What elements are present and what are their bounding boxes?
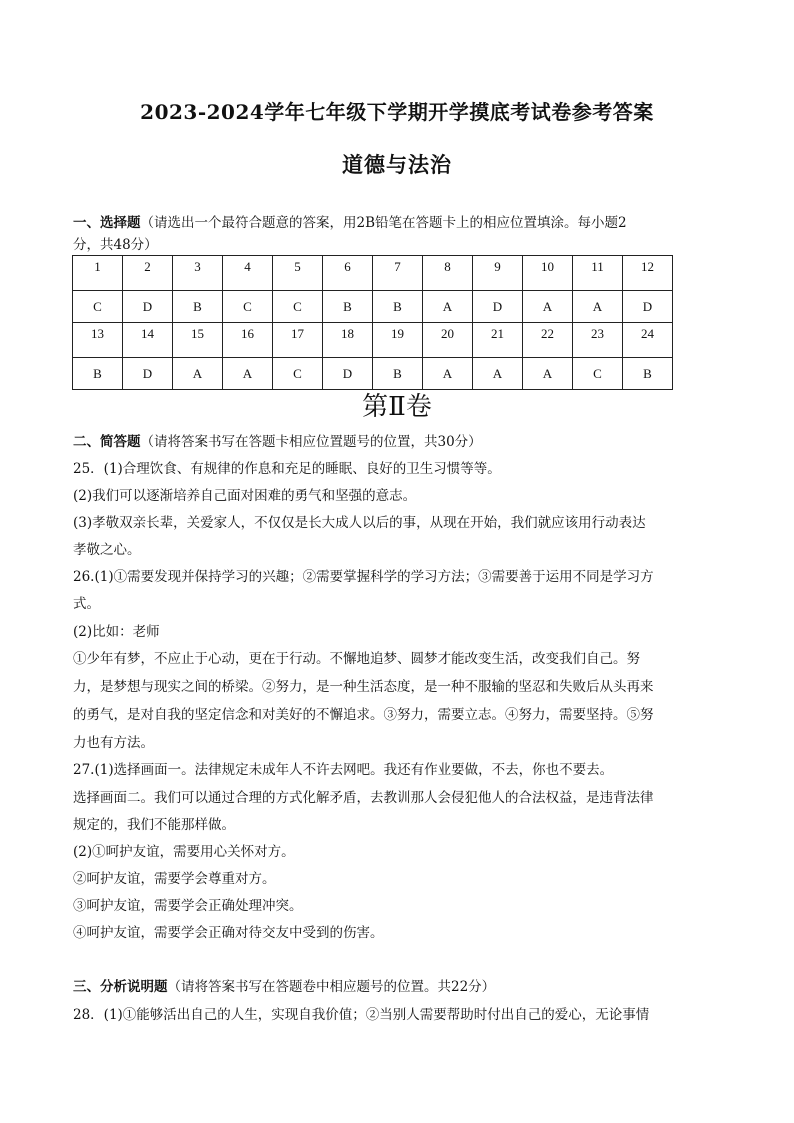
section1-desc: （请选出一个最符合题意的答案，用2B铅笔在答题卡上的相应位置填涂。每小题2	[140, 215, 627, 231]
answer-cell: A	[423, 291, 473, 323]
question-number-row	[73, 323, 673, 358]
answer-cell: A	[573, 291, 623, 323]
answer-cell: B	[73, 358, 123, 390]
question-number-row	[73, 256, 673, 291]
answer-line: (2)比如：老师	[73, 624, 160, 640]
answer-line: 27.(1)选择画面一。法律规定未成年人不许去网吧。我还有作业要做，不去，你也不要去。	[73, 762, 614, 778]
answer-line: 力，是梦想与现实之间的桥梁。②努力，是一种生活态度，是一种不服输的坚忍和失败后从头再来	[73, 679, 654, 695]
answer-line: 的勇气，是对自我的坚定信念和对美好的不懈追求。③努力，需要立志。④努力，需要坚持。⑤努	[73, 707, 654, 723]
answer-cell: C	[273, 291, 323, 323]
question-number-cell: 6	[323, 256, 373, 291]
section1-heading	[73, 214, 733, 232]
answer-line: (2)我们可以逐渐培养自己面对困难的勇气和坚强的意志。	[73, 488, 417, 504]
answer-cell: B	[173, 291, 223, 323]
answer-cell: D	[323, 358, 373, 390]
question-number-cell: 22	[523, 323, 573, 358]
answer-cell: A	[523, 291, 573, 323]
question-number-cell: 12	[623, 256, 673, 291]
answer-line: (2)①呵护友谊，需要用心关怀对方。	[73, 844, 295, 860]
question-number-cell: 15	[173, 323, 223, 358]
answer-line: ①少年有梦，不应止于心动，更在于行动。不懈地追梦、圆梦才能改变生活，改变我们自己。努	[73, 651, 640, 667]
question-number-cell: 3	[173, 256, 223, 291]
answer-line: 规定的，我们不能那样做。	[73, 817, 235, 833]
answer-cell: C	[223, 291, 273, 323]
question-number-cell: 2	[123, 256, 173, 291]
answer-cell: B	[373, 358, 423, 390]
answer-line: ④呵护友谊，需要学会正确对待交友中受到的伤害。	[73, 925, 384, 941]
question-number-cell: 9	[473, 256, 523, 291]
answer-cell: C	[73, 291, 123, 323]
section3-desc: （请将答案书写在答题卷中相应题号的位置。共22分）	[167, 979, 496, 995]
answer-cell: A	[523, 358, 573, 390]
answer-cell: C	[273, 358, 323, 390]
answer-line: 28．(1)①能够活出自己的人生，实现自我价值；②当别人需要帮助时付出自己的爱心，无论事情	[73, 1007, 650, 1023]
answer-cell: D	[123, 358, 173, 390]
answer-cell: B	[323, 291, 373, 323]
answer-row	[73, 291, 673, 323]
section2-title: 二、简答题	[73, 434, 141, 450]
volume-title: 第Ⅱ卷	[362, 392, 432, 422]
question-number-cell: 7	[373, 256, 423, 291]
answer-line: 力也有方法。	[73, 735, 154, 751]
answer-cell: B	[373, 291, 423, 323]
answer-cell: D	[473, 291, 523, 323]
answer-cell: B	[623, 358, 673, 390]
answer-line: (3)孝敬双亲长辈，关爱家人，不仅仅是长大成人以后的事，从现在开始，我们就应该用行动表达	[73, 515, 646, 531]
section3-title: 三、分析说明题	[73, 979, 168, 995]
subject-title: 道德与法治	[342, 152, 452, 177]
answer-line: 式。	[73, 596, 100, 612]
question-number-cell: 11	[573, 256, 623, 291]
question-number-cell: 5	[273, 256, 323, 291]
section3-heading	[73, 978, 733, 996]
question-number-cell: 17	[273, 323, 323, 358]
answer-line: ③呵护友谊，需要学会正确处理冲突。	[73, 898, 303, 914]
question-number-cell: 19	[373, 323, 423, 358]
answer-cell: A	[173, 358, 223, 390]
question-number-cell: 20	[423, 323, 473, 358]
answer-cell: D	[623, 291, 673, 323]
question-number-cell: 8	[423, 256, 473, 291]
answer-cell: C	[573, 358, 623, 390]
section1-desc-cont: 分，共48分）	[73, 237, 158, 253]
answer-table	[72, 255, 673, 390]
section2-heading	[73, 433, 733, 451]
question-number-cell: 23	[573, 323, 623, 358]
answer-line: 26.(1)①需要发现并保持学习的兴趣；②需要掌握科学的学习方法；③需要善于运用不同是学习方	[73, 569, 654, 585]
question-number-cell: 13	[73, 323, 123, 358]
answer-line: 25．(1)合理饮食、有规律的作息和充足的睡眠、良好的卫生习惯等等。	[73, 461, 501, 477]
answer-line: 选择画面二。我们可以通过合理的方式化解矛盾，去教训那人会侵犯他人的合法权益，是违背法律	[73, 790, 654, 806]
section2-desc: （请将答案书写在答题卡相应位置题号的位置，共30分）	[140, 434, 482, 450]
answer-line: ②呵护友谊，需要学会尊重对方。	[73, 871, 276, 887]
answer-row	[73, 358, 673, 390]
question-number-cell: 21	[473, 323, 523, 358]
answer-cell: A	[223, 358, 273, 390]
question-number-cell: 14	[123, 323, 173, 358]
question-number-cell: 1	[73, 256, 123, 291]
answer-cell: A	[423, 358, 473, 390]
question-number-cell: 4	[223, 256, 273, 291]
question-number-cell: 24	[623, 323, 673, 358]
document-title: 2023-2024学年七年级下学期开学摸底考试卷参考答案	[140, 100, 654, 124]
answer-line: 孝敬之心。	[73, 542, 141, 558]
question-number-cell: 10	[523, 256, 573, 291]
section1-title: 一、选择题	[73, 215, 141, 231]
question-number-cell: 16	[223, 323, 273, 358]
answer-cell: D	[123, 291, 173, 323]
question-number-cell: 18	[323, 323, 373, 358]
answer-cell: A	[473, 358, 523, 390]
